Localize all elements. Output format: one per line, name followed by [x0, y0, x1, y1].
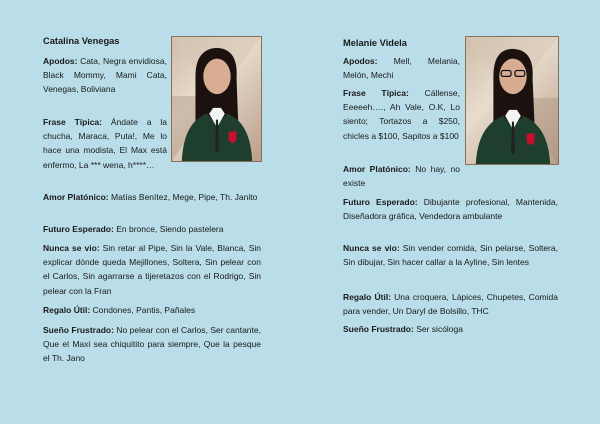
field-nunca-se-vio: Nunca se vio: Sin vender comida, Sin pelarse, Soltera, Sin dibujar, Sin hacer callar a la Ayline, Sin lentes — [343, 243, 558, 268]
field-apodos: Apodos: Cata, Negra envidiosa, Black Mommy, Mami Cata, Venegas, Boliviana — [43, 56, 167, 95]
student-name: Catalina Venegas — [43, 36, 120, 46]
student-photo — [465, 36, 559, 165]
field-amor-platonico: Amor Platónico: Matías Benítez, Mege, Pipe, Th. Janito — [43, 192, 258, 202]
field-regalo-util: Regalo Útil: Condones, Pantis, Pañales — [43, 305, 196, 315]
field-apodos: Apodos: Mell, Melania, Melón, Mechi — [343, 56, 460, 81]
field-futuro-esperado: Futuro Esperado: En bronce, Siendo pastelera — [43, 224, 224, 234]
field-regalo-util: Regalo Útil: Una croquera, Lápices, Chupetes, Comida para vender, Un Daryl de Bolsillo, THC — [343, 292, 558, 317]
field-sueno-frustrado: Sueño Frustrado: No pelear con el Carlos, Ser cantante, Que el Maxi sea chiquitito para siempre, Que la pesque el Th. Jano — [43, 325, 261, 364]
student-name: Melanie Videla — [343, 38, 407, 48]
field-frase-tipica: Frase Típica: Ándate a la chucha, Maraca, Puta!, Me lo hace una modista, El Max está enfermo, La *** wena, h****… — [43, 117, 167, 170]
field-nunca-se-vio: Nunca se vio: Sin retar al Pipe, Sin la Vale, Blanca, Sin explicar dónde queda Mejillones, Soltera, Sin pelear con el Carlos, Sin agarrarse a tijeretazos con el Rodrigo, Sin pelear con la Fran — [43, 243, 261, 296]
field-futuro-esperado: Futuro Esperado: Dibujante profesional, Mantenida, Diseñadora gráfica, Vendedora ambulante — [343, 197, 558, 222]
field-sueno-frustrado: Sueño Frustrado: Ser sicóloga — [343, 324, 463, 334]
field-amor-platonico: Amor Platónico: No hay, no existe — [343, 164, 460, 189]
field-frase-tipica: Frase Típica: Cállense, Eeeeeh…., Ah Vale, O.K, Lo siento; Tortazos a $250, chicles a $100, Sapitos a $100 — [343, 88, 460, 141]
student-photo — [171, 36, 262, 162]
